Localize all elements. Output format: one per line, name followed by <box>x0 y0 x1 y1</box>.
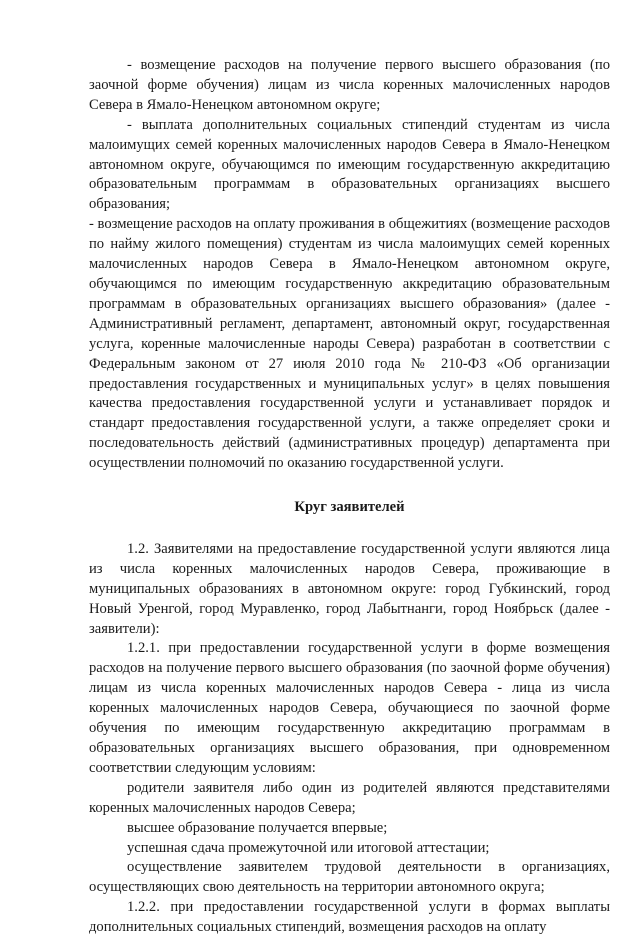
paragraph-1-2-2: 1.2.2. при предоставлении государственной услуги в формах выплаты дополнительных социальных стипендий, возмещения расходов на оплату <box>89 899 610 936</box>
paragraph-bullet-dormitory: - возмещение расходов на оплату проживания в общежитиях (возмещение расходов по найму жилого помещения) студентам из числа малоимущих семей коренных малочисленных народов Севера в Ямало-Ненецком автономном округе, обучающимся по имеющим государственную аккредитацию образовательным программам в образовательных организациях высшего образования» (далее - Административный регламент, департамент, автономный округ, государственная услуга, коренные малочисленные народы Севера) разработан в соответствии с Федеральным законом от 27 июля 2010 года № 210-ФЗ «Об организации предоставления государственных и муниципальных услуг» в целях повышения качества предоставления государственной услуги и устанавливает порядок и стандарт предоставления государственной услуги, а также определяет сроки и последовательность действий (административных процедур) департамента при осуществлении полномочий по оказанию государственной услуги. <box>89 216 610 472</box>
document-body <box>89 56 610 938</box>
condition-parents: родители заявителя либо один из родителей являются представителями коренных малочисленных народов Севера; <box>89 779 610 816</box>
paragraph-1-2-1: 1.2.1. при предоставлении государственной услуги в форме возмещения расходов на получение первого высшего образования (по заочной форме обучения) лицам из числа коренных малочисленных народов Севера - лица из числа коренных малочисленных народов Севера, обучающиеся по заочной форме обучения по имеющим государственную аккредитацию программам в образовательных организациях высшего образования, при одновременном соответствии следующим условиям: <box>89 640 610 776</box>
paragraph-1-2: 1.2. Заявителями на предоставление государственной услуги являются лица из числа коренных малочисленных народов Севера, проживающие в муниципальных образованиях в автономном округе: город Губкинский, город Новый Уренгой, город Муравленко, город Лабытнанги, город Ноябрьск (далее - заявители): <box>89 540 610 637</box>
condition-employment: осуществление заявителем трудовой деятельности в организациях, осуществляющих свою деятельность на территории автономного округа; <box>89 859 610 896</box>
paragraph-bullet-scholarships: - выплата дополнительных социальных стипендий студентам из числа малоимущих семей коренных малочисленных народов Севера в Ямало-Ненецком автономном округе, обучающимся по имеющим государственную аккредитацию образовательным программам в образовательных организациях высшего образования; <box>89 116 610 213</box>
section-heading: Круг заявителей <box>294 499 405 516</box>
condition-attestation: успешная сдача промежуточной или итоговой аттестации; <box>127 839 490 856</box>
paragraph-bullet-first-education: - возмещение расходов на получение первого высшего образования (по заочной форме обучения) лицам из числа коренных малочисленных народов Севера в Ямало-Ненецком автономном округе; <box>89 57 610 113</box>
condition-first-education: высшее образование получается впервые; <box>127 819 388 836</box>
